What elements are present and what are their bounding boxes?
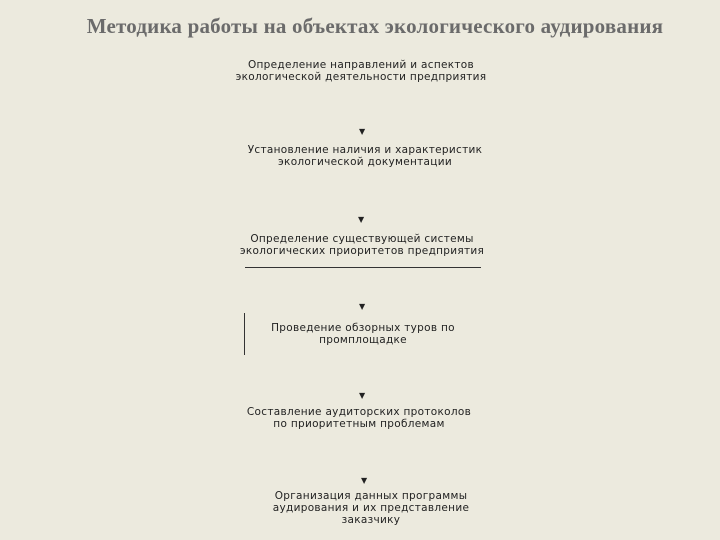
step-2 (240, 144, 490, 168)
step-6-line-3: заказчику (341, 514, 401, 526)
step-1 (230, 59, 492, 83)
step-3-line-1: Определение существующей системы (250, 233, 474, 245)
vertical-divider (244, 313, 245, 355)
step-3 (232, 233, 492, 257)
step-1-line-2: экологической деятельности предприятия (235, 71, 487, 83)
down-triangle-icon: ▼ (358, 215, 365, 224)
step-3-line-2: экологических приоритетов предприятия (239, 245, 485, 257)
step-2-line-2: экологической документации (277, 156, 452, 168)
step-4-line-1: Проведение обзорных туров по (271, 322, 455, 334)
step-4 (250, 322, 476, 346)
page-title: Методика работы на объектах экологического аудирования (86, 14, 664, 38)
down-triangle-icon: ▼ (359, 391, 366, 400)
step-6-line-1: Организация данных программы (274, 490, 468, 502)
down-triangle-icon: ▼ (359, 302, 366, 311)
down-triangle-icon: ▼ (359, 127, 366, 136)
step-1-line-1: Определение направлений и аспектов (247, 59, 475, 71)
step-6 (256, 490, 486, 526)
horizontal-divider (245, 267, 481, 268)
step-5-line-2: по приоритетным проблемам (273, 418, 445, 430)
step-4-line-2: промплощадке (319, 334, 407, 346)
down-triangle-icon: ▼ (361, 476, 368, 485)
step-5-line-1: Составление аудиторских протоколов (246, 406, 472, 418)
step-6-line-2: аудирования и их представление (272, 502, 470, 514)
step-5 (244, 406, 474, 430)
step-2-line-1: Установление наличия и характеристик (247, 144, 483, 156)
